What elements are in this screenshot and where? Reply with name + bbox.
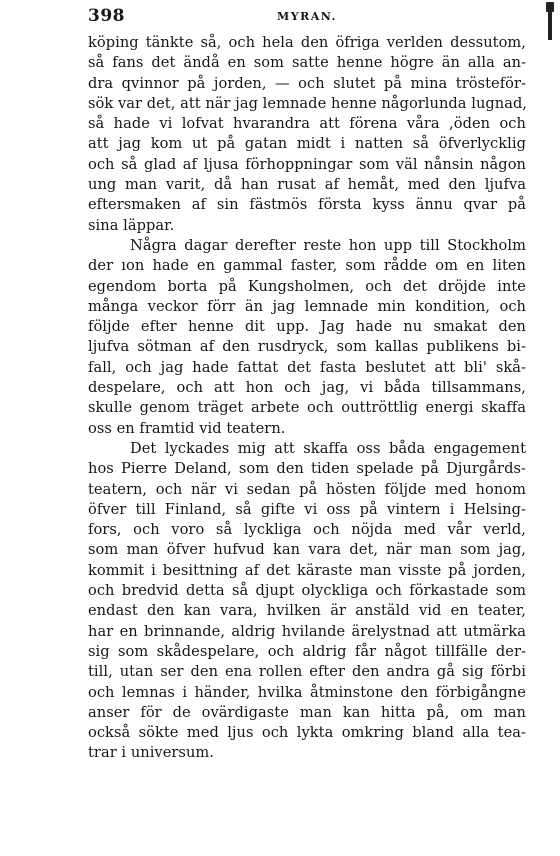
text-line: köping tänkte så, och hela den öfriga verlden dessutom, <box>88 34 526 51</box>
text-line: och lemnas i händer, hvilka åtminstone den förbigångne <box>88 683 526 701</box>
text-line: sig som skådespelare, och aldrig får något tillfälle der- <box>88 642 526 660</box>
text-line: sök var det, att när jag lemnade henne någorlunda lugnad, <box>88 94 528 112</box>
text-line: att jag kom ut på gatan midt i natten så öfverlycklig <box>88 135 526 153</box>
text-line: fors, och voro så lyckliga och nöjda med vår verld, <box>88 521 526 539</box>
text-line: så hade vi lofvat hvarandra att förena våra ,öden och <box>88 115 526 133</box>
text-line: följde efter henne dit upp. Jag hade nu smakat den <box>88 318 526 336</box>
text-line: eftersmaken af sin fästmös första kyss ännu qvar på <box>88 196 526 214</box>
text-line: der ıon hade en gammal faster, som rådde om en liten <box>88 257 526 275</box>
text-line: öfver till Finland, så gifte vi oss på vintern i Helsing- <box>88 500 526 518</box>
text-line: teatern, och när vi sedan på hösten följde med honom <box>88 480 526 498</box>
text-line: dra qvinnor på jorden, — och slutet på mina trösteför- <box>88 74 526 92</box>
text-line: anser för de ovärdigaste man kan hitta på, om man <box>88 703 526 721</box>
paragraph-start-line: Det lyckades mig att skaffa oss båda engagement <box>130 439 526 457</box>
text-line: ljufva sötman af den rusdryck, som kallas publikens bi- <box>88 338 526 356</box>
text-line: så fans det ändå en som satte henne högre än alla an- <box>88 54 526 72</box>
text-line: till, utan ser den ena rollen efter den andra gå sig förbi <box>88 663 526 681</box>
text-line: också sökte med ljus och lykta omkring bland alla tea- <box>88 724 526 742</box>
text-line: despelare, och att hon och jag, vi båda tillsammans, <box>88 379 526 397</box>
text-line: endast den kan vara, hvilken är anstäld vid en teater, <box>88 602 526 620</box>
text-line: och så glad af ljusa förhoppningar som väl nånsin någon <box>88 155 526 173</box>
text-line: oss en framtid vid teatern. <box>88 419 286 437</box>
text-line: trar i universum. <box>88 744 215 762</box>
text-line: kommit i besittning af det käraste man visste på jorden, <box>88 561 526 579</box>
text-line: som man öfver hufvud kan vara det, när man som jag, <box>88 541 526 559</box>
page-number: 398 <box>88 6 125 26</box>
body-text <box>88 33 526 764</box>
paragraph-start-line: Några dagar derefter reste hon upp till Stockholm <box>130 236 526 254</box>
text-line: många veckor förr än jag lemnade min kondition, och <box>88 297 526 315</box>
text-line: egendom borta på Kungsholmen, och det dröjde inte <box>88 277 526 295</box>
text-line: har en brinnande, aldrig hvilande ärelystnad att utmärka <box>88 622 526 640</box>
page-header <box>88 6 526 30</box>
text-line: fall, och jag hade fattat det fasta beslutet att bli' skå- <box>88 358 526 376</box>
text-line: hos Pierre Deland, som den tiden spelade på Djurgårds- <box>88 460 526 478</box>
text-line: och bredvid detta så djupt olyckliga och förkastade som <box>88 582 526 600</box>
text-line: skulle genom träget arbete och outtröttlig energi skaffa <box>88 399 526 417</box>
running-title: MYRAN. <box>277 10 337 23</box>
page-edge-bar <box>548 6 552 40</box>
text-line: sina läppar. <box>88 216 175 234</box>
text-line: ung man varit, då han rusat af hemåt, med den ljufva <box>88 176 526 194</box>
